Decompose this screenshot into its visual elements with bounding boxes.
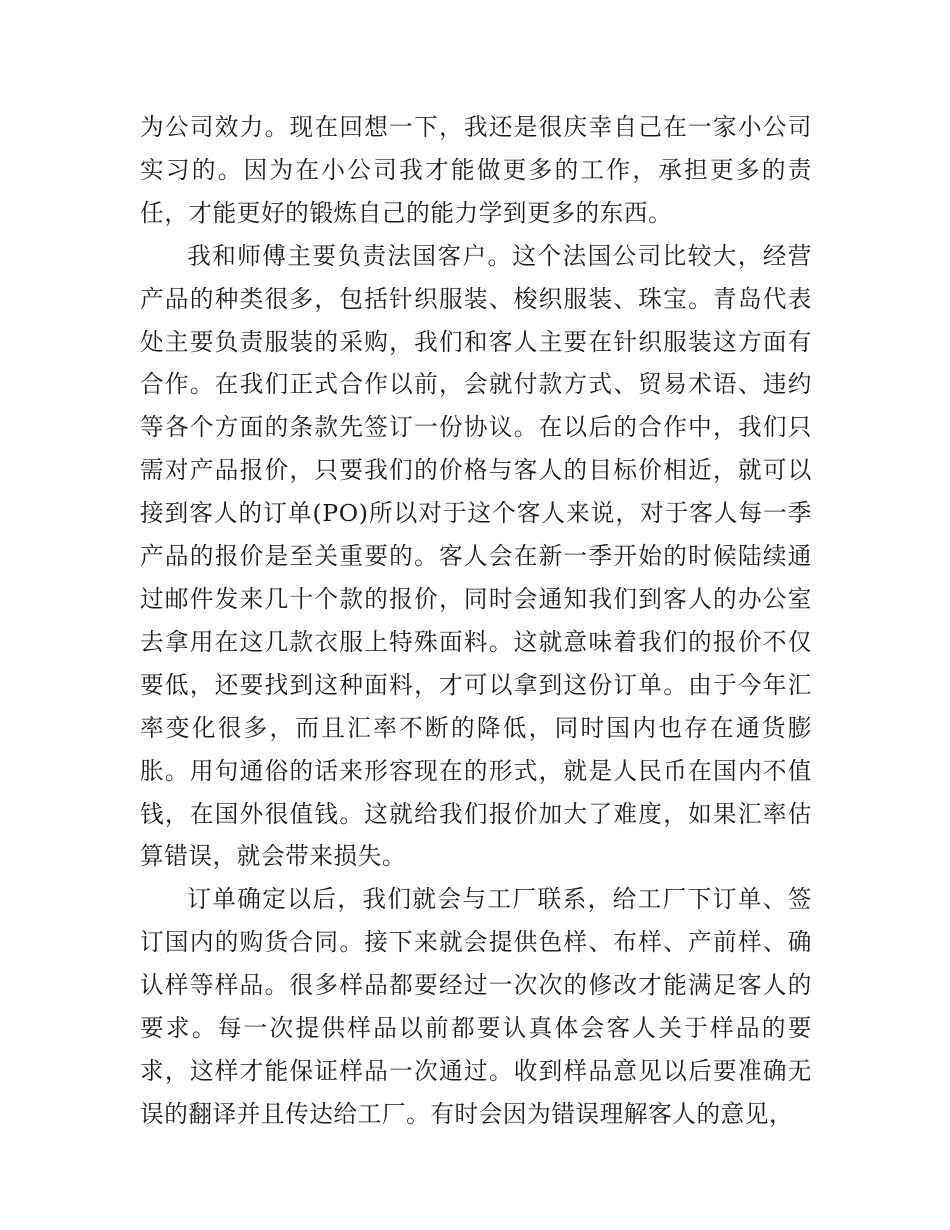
paragraph-continuation: 为公司效力。现在回想一下，我还是很庆幸自己在一家小公司实习的。因为在小公司我才能做更多的工作，承担更多的责任，才能更好的锻炼自己的能力学到更多的东西。 — [140, 113, 812, 227]
paragraph-french-client: 我和师傅主要负责法国客户。这个法国公司比较大，经营产品的种类很多，包括针织服装、梭织服装、珠宝。青岛代表处主要负责服装的采购，我们和客人主要在针织服装这方面有合作。在我们正式合作以前，会就付款方式、贸易术语、违约等各个方面的条款先签订一份协议。在以后的合作中，我们只需对产品报价，只要我们的价格与客人的目标价相近，就可以接到客人的订单(PO)所以对于这个客人来说，对于客人每一季产品的报价是至关重要的。客人会在新一季开始的时候陆续通过邮件发来几十个款的报价，同时会通知我们到客人的办公室去拿用在这几款衣服上特殊面料。这就意味着我们的报价不仅要低，还要找到这种面料，才可以拿到这份订单。由于今年汇率变化很多，而且汇率不断的降低，同时国内也存在通货膨胀。用句通俗的话来形容现在的形式，就是人民币在国内不值钱，在国外很值钱。这就给我们报价加大了难度，如果汇率估算错误，就会带来损失。 — [140, 241, 812, 871]
paragraph-order-process: 订单确定以后，我们就会与工厂联系，给工厂下订单、签订国内的购货合同。接下来就会提供色样、布样、产前样、确认样等样品。很多样品都要经过一次次的修改才能满足客人的要求。每一次提供样品以前都要认真体会客人关于样品的要求，这样才能保证样品一次通过。收到样品意见以后要准确无误的翻译并且传达给工厂。有时会因为错误理解客人的意见， — [140, 885, 812, 1128]
document-page — [140, 106, 812, 1136]
